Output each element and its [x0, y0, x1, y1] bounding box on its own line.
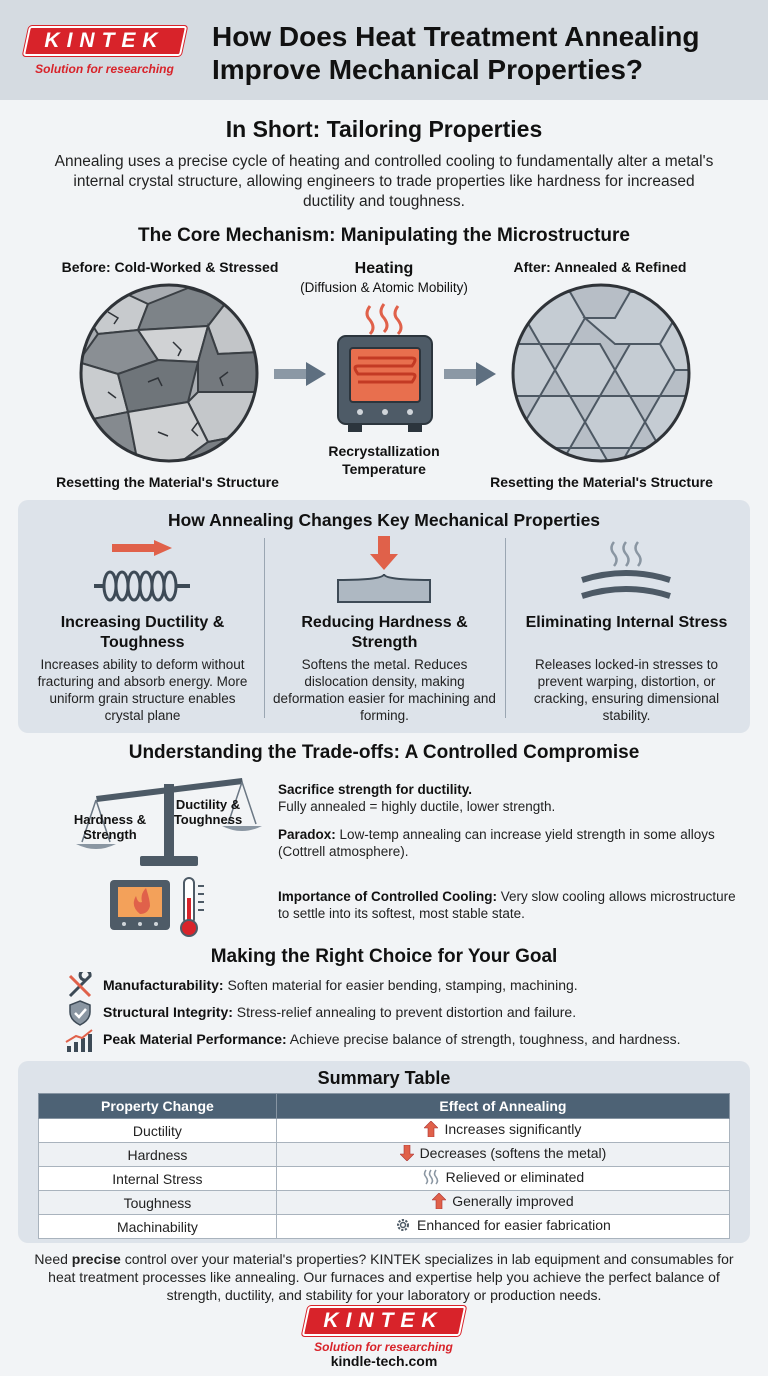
- stress-title: Eliminating Internal Stress: [525, 614, 728, 631]
- table-row: Hardness Decreases (softens the metal): [39, 1143, 730, 1167]
- properties-heading: How Annealing Changes Key Mechanical Properties: [167, 510, 601, 530]
- in-short-heading: In Short: Tailoring Properties: [225, 116, 543, 142]
- ductility-text: Increases ability to deform without fracturing and absorb energy. More uniform grain structure enables crystal plane: [37, 657, 248, 723]
- mechanism-heading: The Core Mechanism: Manipulating the Microstructure: [138, 225, 630, 246]
- gear-icon: [395, 1217, 411, 1233]
- arrow-right-icon: [444, 360, 498, 388]
- arrow-right-icon: [274, 360, 328, 388]
- in-short-text: Annealing uses a precise cycle of heating and controlled cooling to fundamentally alter a metal's internal crystal structure, allowing engineers to trade properties like hardness for increased ductility and toughness.: [54, 153, 714, 210]
- hardness-text: Softens the metal. Reduces dislocation density, making deformation easier for machining and forming.: [273, 657, 496, 723]
- reset-structure-label: Resetting the Material's Structure: [56, 474, 279, 490]
- heating-label: Heating: [354, 260, 414, 277]
- goal-item: Manufacturability: Soften material for easier bending, stamping, machining.: [103, 977, 578, 993]
- kintek-logo: KINTEK Solution for researching: [22, 26, 187, 78]
- table-row: Ductility Increases significantly: [39, 1119, 730, 1143]
- column-divider: [505, 538, 506, 718]
- summary-table: [38, 1093, 730, 1239]
- arrow-up-icon: [432, 1193, 446, 1209]
- annealed-microstructure-image: [510, 282, 692, 464]
- goal-item: Peak Material Performance: Achieve precise balance of strength, toughness, and hardness.: [103, 1031, 681, 1047]
- summary-heading: Summary Table: [317, 1068, 451, 1088]
- scale-right-label: Ductility & Toughness: [173, 797, 243, 827]
- table-header: Property Change: [39, 1094, 277, 1119]
- hardness-title: Reducing Hardness & Strength: [301, 614, 468, 651]
- table-header: Effect of Annealing: [276, 1094, 729, 1119]
- stress-waves-icon: [422, 1169, 440, 1185]
- page-title: How Does Heat Treatment Annealing Improve Mechanical Properties?: [212, 21, 700, 85]
- performance-chart-icon: [64, 1028, 96, 1054]
- furnace-fire-icon: [108, 876, 212, 938]
- website-link[interactable]: kindle-tech.com: [330, 1353, 438, 1369]
- after-label: After: Annealed & Refined: [513, 259, 687, 275]
- kintek-logo-footer: KINTEK Solution for researching: [301, 1306, 466, 1358]
- choice-heading: Making the Right Choice for Your Goal: [210, 946, 558, 967]
- column-divider: [264, 538, 265, 718]
- reset-structure-label: Resetting the Material's Structure: [490, 474, 713, 490]
- arrow-down-icon: [400, 1145, 414, 1161]
- scale-left-label: Hardness & Strength: [73, 812, 147, 842]
- table-row: Internal Stress Relieved or eliminated: [39, 1167, 730, 1191]
- stress-release-icon: [578, 540, 674, 606]
- press-down-icon: [336, 536, 432, 606]
- furnace-icon: [330, 300, 440, 440]
- tradeoff-item: Paradox: Low-temp annealing can increase yield strength in some alloys (Cottrell atmosphere).: [278, 827, 715, 859]
- table-row: Toughness Generally improved: [39, 1191, 730, 1215]
- ductility-title: Increasing Ductility & Toughness: [60, 614, 225, 651]
- arrow-up-icon: [424, 1121, 438, 1137]
- recrystallization-label: Recrystallization Temperature: [328, 443, 440, 477]
- spring-stretch-icon: [90, 540, 196, 604]
- tradeoff-item: Importance of Controlled Cooling: Very slow cooling allows microstructure to settle into its softest, most stable state.: [278, 889, 736, 921]
- page-header: [0, 0, 768, 100]
- before-label: Before: Cold-Worked & Stressed: [61, 259, 279, 275]
- shield-check-icon: [68, 1000, 92, 1026]
- tradeoff-item: Sacrifice strength for ductility. Fully annealed = highly ductile, lower strength.: [278, 782, 556, 814]
- goal-item: Structural Integrity: Stress-relief annealing to prevent distortion and failure.: [103, 1004, 577, 1020]
- heating-sub-label: (Diffusion & Atomic Mobility): [300, 280, 468, 295]
- cold-worked-microstructure-image: [78, 282, 260, 464]
- wrench-screwdriver-icon: [66, 972, 94, 1000]
- stress-text: Releases locked-in stresses to prevent warping, distortion, or cracking, ensuring dimensional stability.: [533, 657, 720, 723]
- table-row: Machinability Enhanced for easier fabrication: [39, 1215, 730, 1239]
- footer-text: Need precise control over your material's properties? KINTEK specializes in lab equipment and consumables for heat treatment processes like annealing. Our furnaces and expertise help you achieve the perfect balance of strength, ductility, and stability for your laboratory or production needs.: [34, 1251, 734, 1303]
- tradeoffs-heading: Understanding the Trade-offs: A Controlled Compromise: [128, 742, 640, 763]
